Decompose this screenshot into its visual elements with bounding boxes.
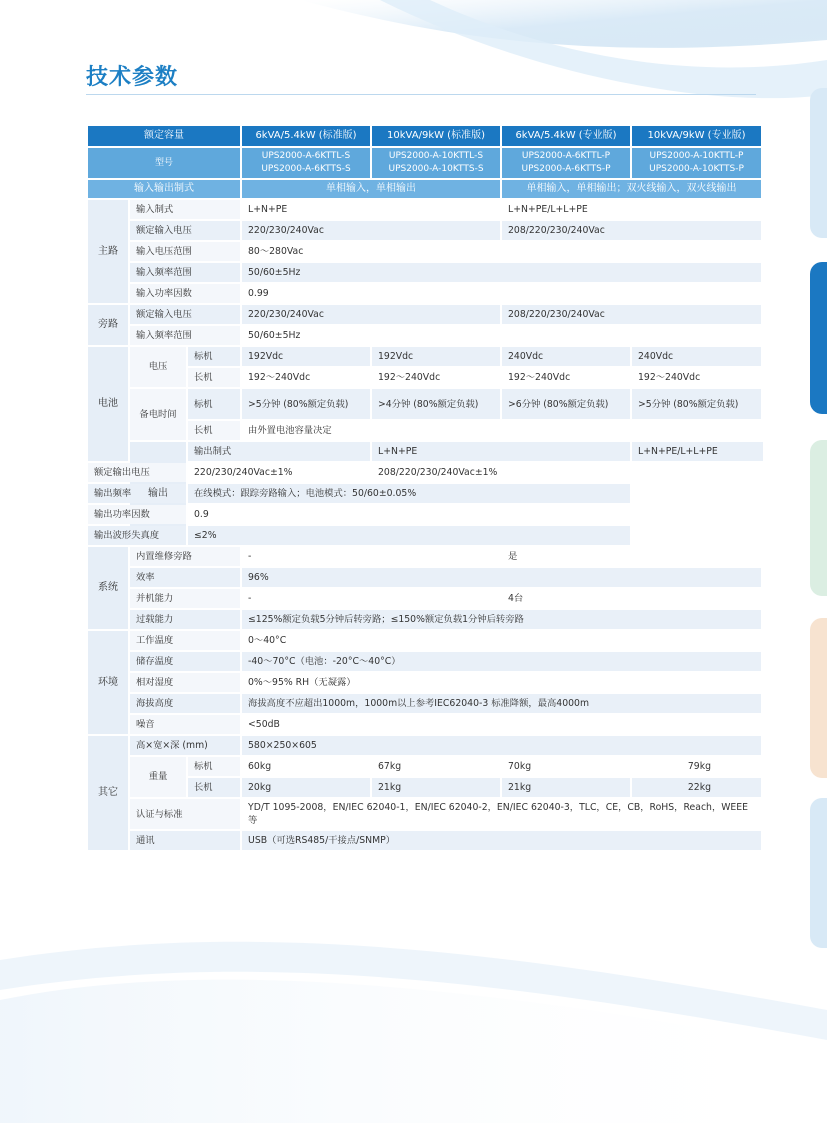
page-title: 技术参数 <box>86 65 179 90</box>
group-main: 主路 <box>88 200 128 303</box>
row-label: 标机 <box>188 757 240 776</box>
row-label: 输出制式 <box>188 442 370 461</box>
row-label: 额定输入电压 <box>130 221 240 240</box>
cell-value: 70kg <box>502 757 630 776</box>
table-row <box>88 484 763 503</box>
cell-value: L+N+PE <box>372 442 630 461</box>
cell-value: 是 <box>502 547 761 566</box>
row-label: 输出频率 <box>88 484 186 503</box>
cell-value: 在线模式：跟踪旁路输入；电池模式：50/60±0.05% <box>188 484 630 503</box>
table-row <box>88 736 763 755</box>
io-row <box>88 180 763 198</box>
cell-value: L+N+PE/L+L+PE <box>502 200 761 219</box>
side-tab-3[interactable] <box>810 440 827 596</box>
table-row <box>88 589 763 608</box>
spec-table <box>86 124 765 852</box>
cell-value: 4台 <box>502 589 761 608</box>
model-name: UPS2000-A-10KTTS-P <box>649 164 744 174</box>
table-row <box>88 442 763 461</box>
group-other: 其它 <box>88 736 128 850</box>
row-label: 认证与标准 <box>130 799 240 829</box>
cell-value: 240Vdc <box>632 347 761 366</box>
cell-value: USB（可选RS485/干接点/SNMP） <box>242 831 761 850</box>
row-label: 噪音 <box>130 715 240 734</box>
table-row <box>88 389 763 419</box>
side-tab-2-active[interactable] <box>810 262 827 414</box>
table-row <box>88 526 763 545</box>
cell-value: L+N+PE <box>242 200 500 219</box>
cell-value: - <box>242 547 500 566</box>
cell-value: 208/220/230/240Vac±1% <box>372 463 630 482</box>
cell-value: >5分钟 (80%额定负载) <box>632 389 761 419</box>
row-label: 标机 <box>188 389 240 419</box>
cell-value: <50dB <box>242 715 761 734</box>
cell-value: 220/230/240Vac <box>242 221 500 240</box>
table-row <box>88 694 763 713</box>
cell-value: 240Vdc <box>502 347 630 366</box>
cell-value: 67kg <box>372 757 500 776</box>
table-row <box>88 221 763 240</box>
capacity-cell: 6kVA/5.4kW (专业版) <box>502 126 630 146</box>
cell-value: 0.9 <box>188 505 630 524</box>
model-row <box>88 148 763 178</box>
row-label: 输入频率范围 <box>130 263 240 282</box>
cell-value: >6分钟 (80%额定负载) <box>502 389 630 419</box>
cell-value: 20kg <box>242 778 370 797</box>
cell-value: 0%～95% RH（无凝露） <box>242 673 761 692</box>
io-standard: 单相输入，单相输出 <box>242 180 500 198</box>
group-environment: 环境 <box>88 631 128 734</box>
table-row <box>88 368 763 387</box>
cell-value: 21kg <box>502 778 630 797</box>
table-row <box>88 715 763 734</box>
group-output: 输出 <box>130 442 186 545</box>
table-row <box>88 505 763 524</box>
table-row <box>88 263 763 282</box>
side-tab-5[interactable] <box>810 798 827 948</box>
capacity-cell: 6kVA/5.4kW (标准版) <box>242 126 370 146</box>
model-name: UPS2000-A-6KTTL-P <box>521 151 611 161</box>
cell-value: 21kg <box>372 778 500 797</box>
model-name: UPS2000-A-10KTTL-P <box>649 151 744 161</box>
row-label: 长机 <box>188 421 240 440</box>
cell-value: 220/230/240Vac±1% <box>188 463 370 482</box>
cell-value: 0.99 <box>242 284 761 303</box>
cell-value: >4分钟 (80%额定负载) <box>372 389 500 419</box>
cell-value: YD/T 1095-2008，EN/IEC 62040-1，EN/IEC 62040-2，EN/IEC 62040-3，TLC，CE，CB，RoHS，Reach，WEEE等 <box>242 799 761 829</box>
cell-value: 50/60±5Hz <box>242 326 761 345</box>
row-label: 过载能力 <box>130 610 240 629</box>
row-label: 并机能力 <box>130 589 240 608</box>
capacity-cell: 10kVA/9kW (标准版) <box>372 126 500 146</box>
io-label: 输入输出制式 <box>88 180 240 198</box>
model-label: 型号 <box>88 148 240 178</box>
row-label: 长机 <box>188 368 240 387</box>
side-tab-4[interactable] <box>810 618 827 778</box>
cell-value: >5分钟 (80%额定负载) <box>242 389 370 419</box>
row-label: 效率 <box>130 568 240 587</box>
battery-voltage-label: 电压 <box>130 347 186 387</box>
table-row <box>88 673 763 692</box>
cell-value: 由外置电池容量决定 <box>242 421 761 440</box>
row-label: 长机 <box>188 778 240 797</box>
cell-value: 192～240Vdc <box>502 368 630 387</box>
group-system: 系统 <box>88 547 128 629</box>
cell-value: 208/220/230/240Vac <box>502 221 761 240</box>
capacity-label: 额定容量 <box>88 126 240 146</box>
cell-value: 22kg <box>632 778 761 797</box>
row-label: 额定输出电压 <box>88 463 186 482</box>
cell-value: 80～280Vac <box>242 242 761 261</box>
row-label: 标机 <box>188 347 240 366</box>
row-label: 输入频率范围 <box>130 326 240 345</box>
row-label: 内置维修旁路 <box>130 547 240 566</box>
table-row <box>88 610 763 629</box>
table-row <box>88 242 763 261</box>
cell-value: 192～240Vdc <box>632 368 761 387</box>
cell-value: ≤2% <box>188 526 630 545</box>
cell-value: 580×250×605 <box>242 736 761 755</box>
cell-value: 192Vdc <box>372 347 500 366</box>
table-row <box>88 631 763 650</box>
model-name: UPS2000-A-10KTTS-S <box>388 164 484 174</box>
group-bypass: 旁路 <box>88 305 128 345</box>
cell-value: 60kg <box>242 757 370 776</box>
row-label: 输入电压范围 <box>130 242 240 261</box>
cell-value: 海拔高度不应超出1000m，1000m以上参考IEC62040-3 标准降额，最高4000m <box>242 694 761 713</box>
table-row <box>88 421 763 440</box>
row-label: 海拔高度 <box>130 694 240 713</box>
table-row <box>88 347 763 366</box>
side-tabs <box>807 0 827 1123</box>
side-tab-1[interactable] <box>810 88 827 238</box>
capacity-cell: 10kVA/9kW (专业版) <box>632 126 761 146</box>
model-name: UPS2000-A-6KTTL-S <box>261 151 351 161</box>
cell-value: 50/60±5Hz <box>242 263 761 282</box>
model-name: UPS2000-A-6KTTS-S <box>261 164 351 174</box>
cell-value: -40～70°C（电池：-20°C～40°C） <box>242 652 761 671</box>
table-row <box>88 757 763 776</box>
row-label: 高×宽×深 (mm) <box>130 736 240 755</box>
model-cell <box>632 148 761 178</box>
table-row <box>88 652 763 671</box>
row-label: 相对湿度 <box>130 673 240 692</box>
row-label: 通讯 <box>130 831 240 850</box>
model-name: UPS2000-A-10KTTL-S <box>388 151 484 161</box>
cell-value: 192Vdc <box>242 347 370 366</box>
io-pro: 单相输入，单相输出；双火线输入，双火线输出 <box>502 180 761 198</box>
cell-value: 96% <box>242 568 761 587</box>
table-row <box>88 326 763 345</box>
model-name: UPS2000-A-6KTTS-P <box>521 164 611 174</box>
table-row <box>88 200 763 219</box>
table-row <box>88 305 763 324</box>
cell-value: 192～240Vdc <box>372 368 500 387</box>
table-row <box>88 799 763 829</box>
model-cell <box>242 148 370 178</box>
cell-value: - <box>242 589 500 608</box>
row-label: 工作温度 <box>130 631 240 650</box>
table-row <box>88 463 763 482</box>
cell-value: 79kg <box>632 757 761 776</box>
table-row <box>88 547 763 566</box>
row-label: 输入功率因数 <box>130 284 240 303</box>
row-label: 输出波形失真度 <box>88 526 186 545</box>
capacity-row <box>88 126 763 146</box>
table-row <box>88 284 763 303</box>
title-divider <box>86 94 756 95</box>
cell-value: 220/230/240Vac <box>242 305 500 324</box>
cell-value: 208/220/230/240Vac <box>502 305 761 324</box>
row-label: 储存温度 <box>130 652 240 671</box>
battery-backup-label: 备电时间 <box>130 389 186 440</box>
table-row <box>88 778 763 797</box>
model-cell <box>372 148 500 178</box>
model-cell <box>502 148 630 178</box>
group-battery: 电池 <box>88 347 128 461</box>
row-label: 额定输入电压 <box>130 305 240 324</box>
cell-value: ≤125%额定负载5分钟后转旁路；≤150%额定负载1分钟后转旁路 <box>242 610 761 629</box>
table-row <box>88 568 763 587</box>
cell-value: 0～40°C <box>242 631 761 650</box>
row-label: 输出功率因数 <box>88 505 186 524</box>
row-label: 输入制式 <box>130 200 240 219</box>
weight-label: 重量 <box>130 757 186 797</box>
table-row <box>88 831 763 850</box>
cell-value: 192～240Vdc <box>242 368 370 387</box>
cell-value: L+N+PE/L+L+PE <box>632 442 763 461</box>
